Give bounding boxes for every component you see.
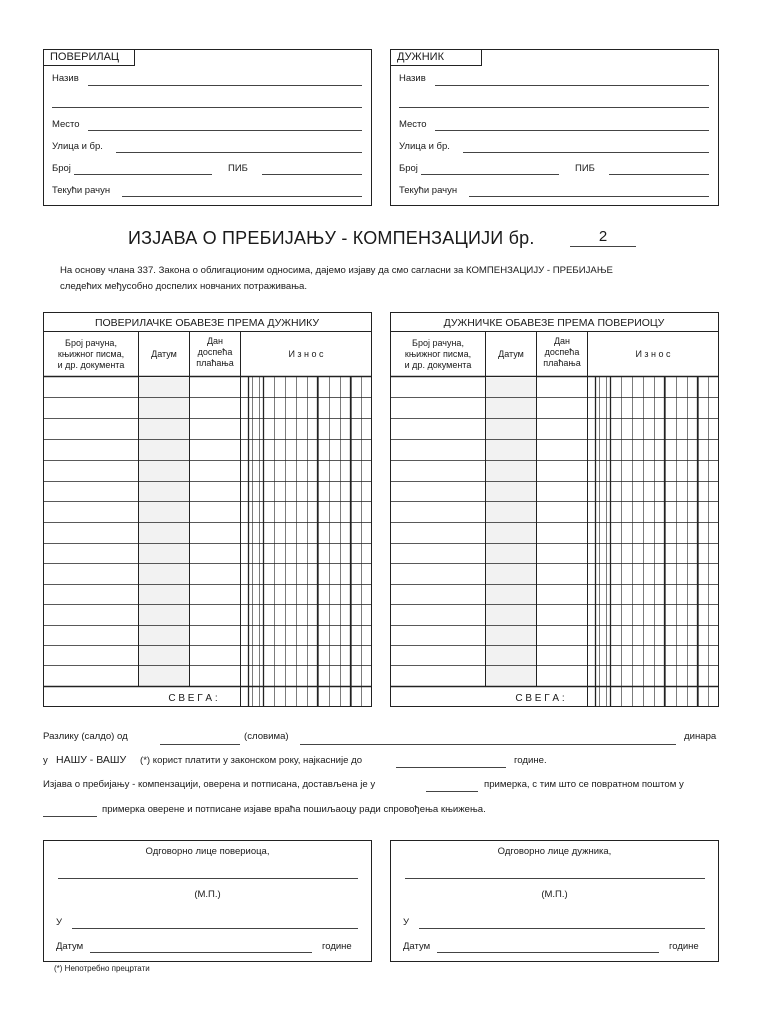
statement-text-2: примерка, с тим што се повратном поштом у	[484, 779, 684, 790]
creditor-name-label: Назив	[52, 73, 79, 84]
creditor-stamp-label: (М.П.)	[194, 889, 221, 900]
amount-digit-grid	[253, 377, 362, 706]
creditor-place-sign-field[interactable]	[72, 928, 358, 929]
creditor-place-field[interactable]	[88, 130, 362, 131]
words-label: (словима)	[244, 731, 289, 742]
total-label: С В Е Г А :	[515, 693, 565, 704]
year-label: године.	[514, 755, 547, 766]
debtor-number-label: Број	[399, 163, 418, 174]
table-rows	[43, 398, 372, 666]
creditor-responsible-title: Одговорно лице повериоца,	[145, 846, 270, 857]
date-column-shade	[486, 377, 536, 686]
currency-label: динара	[684, 731, 717, 742]
copies-count-field[interactable]	[426, 791, 478, 792]
creditor-name-field[interactable]	[88, 85, 362, 86]
creditor-number-label: Број	[52, 163, 71, 174]
debtor-place-field[interactable]	[435, 130, 709, 131]
col-due-line-2: доспећа	[197, 347, 233, 357]
ours-yours-option[interactable]: НАШУ - ВАШУ	[56, 754, 127, 766]
table-frame	[44, 313, 372, 707]
intro-line-1: На основу члана 337. Закона о облигационим односима, дајемо изјаву да смо сагласни за КОМПЕНЗАЦИЈУ - ПРЕБИЈАЊЕ	[60, 265, 613, 276]
debtor-street-label: Улица и бр.	[399, 141, 450, 152]
debtor-number-field[interactable]	[421, 174, 559, 175]
creditor-street-label: Улица и бр.	[52, 141, 103, 152]
col-due-line-3: плаћања	[196, 358, 234, 368]
total-label: С В Е Г А :	[168, 693, 218, 704]
col-doc-line-2: књижног писма,	[404, 349, 472, 359]
document-number-underline	[570, 246, 636, 247]
debtor-place-label: Место	[399, 119, 427, 130]
to-label: у	[43, 755, 48, 766]
creditor-box	[43, 49, 372, 206]
creditor-place-sign-label: У	[56, 917, 63, 928]
document-title: ИЗЈАВА О ПРЕБИЈАЊУ - КОМПЕНЗАЦИЈИ бр.	[128, 228, 535, 248]
intro-line-2: следећих међусобно доспелих новчаних потраживања.	[60, 281, 307, 292]
col-due-line-1: Дан	[553, 336, 571, 346]
creditor-number-field[interactable]	[74, 174, 212, 175]
creditor-pib-label: ПИБ	[228, 163, 248, 174]
debtor-year-label: године	[669, 941, 699, 952]
debtor-street-field[interactable]	[463, 152, 709, 153]
table-rows	[390, 398, 719, 666]
returned-copies-field[interactable]	[43, 816, 97, 817]
creditor-pib-field[interactable]	[262, 174, 362, 175]
difference-amount-field[interactable]	[160, 744, 240, 745]
debtor-place-sign-label: У	[403, 917, 410, 928]
col-doc-line-3: и др. документа	[57, 360, 125, 370]
debtor-pib-label: ПИБ	[575, 163, 595, 174]
amount-digit-grid-bold	[596, 377, 698, 706]
col-amount: И з н о с	[288, 349, 324, 359]
debtor-responsible-title: Одговорно лице дужника,	[497, 846, 612, 857]
table-header: ДУЖНИЧКЕ ОБАВЕЗЕ ПРЕМА ПОВЕРИОЦУ	[443, 317, 665, 329]
col-date: Датум	[498, 349, 524, 359]
creditor-tab: ПОВЕРИЛАЦ	[43, 49, 135, 66]
footnote: (*) Непотребно прецртати	[54, 964, 150, 973]
debtor-obligations-table	[390, 312, 720, 708]
col-date: Датум	[151, 349, 177, 359]
creditor-year-label: године	[322, 941, 352, 952]
deadline-date-field[interactable]	[396, 767, 506, 768]
creditor-name-field-2[interactable]	[52, 107, 362, 108]
creditor-date-field[interactable]	[90, 952, 312, 953]
creditor-account-label: Текући рачун	[52, 185, 111, 196]
debtor-name-label: Назив	[399, 73, 426, 84]
col-doc-line-3: и др. документа	[404, 360, 472, 370]
col-doc-line-1: Број рачуна,	[412, 338, 464, 348]
amount-in-words-field[interactable]	[300, 744, 676, 745]
table-header: ПОВЕРИЛАЧКЕ ОБАВЕЗЕ ПРЕМА ДУЖНИКУ	[94, 317, 320, 329]
creditor-date-label: Датум	[56, 941, 84, 952]
col-amount: И з н о с	[635, 349, 671, 359]
col-doc-line-2: књижног писма,	[57, 349, 125, 359]
statement-text-1: Изјава о пребијању - компензацији, оверена и потписана, достављена је у	[43, 779, 376, 790]
debtor-tab: ДУЖНИК	[390, 49, 482, 66]
debtor-stamp-label: (М.П.)	[541, 889, 568, 900]
col-due-line-1: Дан	[206, 336, 224, 346]
debtor-date-field[interactable]	[437, 952, 659, 953]
creditor-obligations-table	[43, 312, 373, 708]
amount-digit-grid	[600, 377, 709, 706]
debtor-box	[390, 49, 719, 206]
debtor-date-label: Датум	[403, 941, 431, 952]
col-due-line-3: плаћања	[543, 358, 581, 368]
col-due-line-2: доспећа	[544, 347, 580, 357]
creditor-place-label: Место	[52, 119, 80, 130]
debtor-name-field[interactable]	[435, 85, 709, 86]
creditor-account-field[interactable]	[122, 196, 362, 197]
creditor-street-field[interactable]	[116, 152, 362, 153]
date-column-shade	[139, 377, 189, 686]
payment-text: (*) корист платити у законском року, најкасније до	[140, 755, 363, 766]
statement-text-3: примерка оверене и потписане изјаве враћа пошиљаоцу ради спровођења књижења.	[102, 804, 486, 815]
debtor-name-field-2[interactable]	[399, 107, 709, 108]
table-frame	[391, 313, 719, 707]
col-doc-line-1: Број рачуна,	[65, 338, 117, 348]
document-number[interactable]: 2	[598, 228, 608, 245]
difference-label: Разлику (салдо) од	[43, 731, 128, 742]
creditor-signature-line[interactable]	[58, 878, 358, 879]
amount-digit-grid-bold	[249, 377, 351, 706]
debtor-account-field[interactable]	[469, 196, 709, 197]
debtor-place-sign-field[interactable]	[419, 928, 705, 929]
debtor-account-label: Текући рачун	[399, 185, 458, 196]
debtor-signature-line[interactable]	[405, 878, 705, 879]
debtor-pib-field[interactable]	[609, 174, 709, 175]
